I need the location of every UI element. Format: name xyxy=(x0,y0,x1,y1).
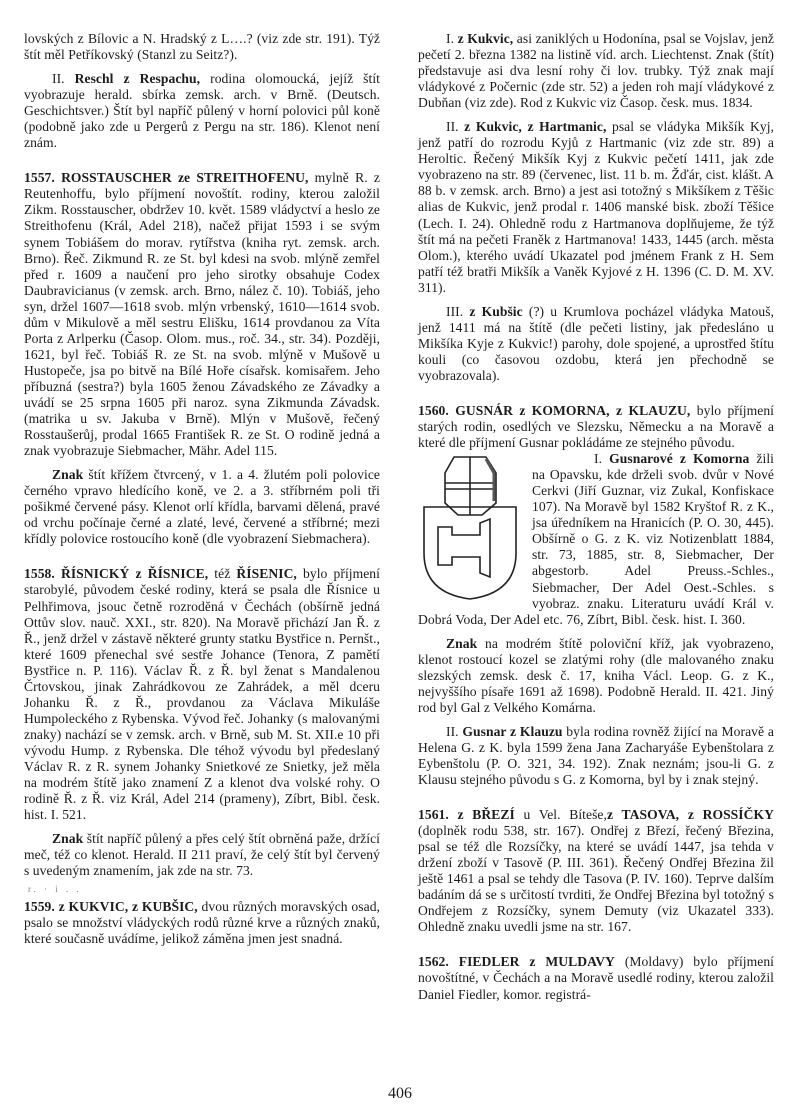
kubsic-3-paragraph: III. z Kubšic (?) u Krumlova pocházel vládyka Matouš, jenž 1411 má na štítě (dle pečeti listiny, jak předesláno u Mikšíka Kyje z Kukvic!) parohy, dole spojené, a uprostřed štítu kouli (co časovou ozdobu, která jen přechodně se vyobrazovala). xyxy=(418,303,774,383)
continued-paragraph: lovských z Bílovic a N. Hradský z L….? (viz zde str. 191). Týž štít měl Petříkovský (Stanzl zu Seitz?). xyxy=(24,31,380,63)
entry-1557: 1557. ROSSTAUSCHER ze STREITHOFENU, mylně R. z Reutenhoffu, bylo příjmení novoštít. rodiny, kterou založil Zikm. Rosstauscher, obdržev 10. květ. 1589 vládyctví a heslo ze Streithofenu (Král, Adel 218), načež přijat 1593 i se svým synem Tobiášem do morav. rytířstva (kniha ryt. zemsk. arch. Brno). Řeč. Zikmund R. ze St. byl kdesi na svob. mlýně zemřel před r. 1609 a naučení pro jeho sirotky obsahuje Codex Daubravicianus (v zemsk. arch. Brno, nález č. 10). Tobiáš, jeho syn, držel 1607—1618 svob. mlýn vrbenský, 1610—1614 svob. dům v Mikulově a měl sestru Elišku, 1614 provdanou za Víta Porta z Arlperku (Časop. Olom. mus., roč. 34., str. 34). Později, 1621, byl řeč. Tobiáš R. ze St. na svob. mlýně v Mušově u Hustopeče, jsa po bitvě na Bílé Hoře císařsk. komisařem. Jeho příbuzná (sestra?) byla 1605 ženou Závadského ze Závadky a uvádí se 25 srpna 1605 při naroz. syna Zikmunda Závadsk. (matrika u sv. Jakuba v Brně). Mlýn v Mušově, řečený Rosstaušerůj, prodal 1665 František R. ze St. O rodině jedná a znak vyobrazuje Siebmacher, Mähr. Adel 115. xyxy=(24,170,380,459)
gusnar-figure-block xyxy=(418,451,774,628)
entry-1562-heading: 1562. FIEDLER z MULDAVY xyxy=(418,954,615,970)
entry-1561: 1561. z BŘEZÍ u Vel. Bíteše,z TASOVA, z ROSSÍČKY (doplněk rodu 538, str. 167). Ondřej z Březí, řečený Březina, psal se též dle Rozsíčky, na které se uvádí 1447, jsa tehda v držení zboží v Tasově (P. III. 361). Řečený Ondřej Březina žil ještě 1461 a psal se tehdy dle Tasova (P. IV. 160). Teprve dalším badáním dá se s určitostí tvrditi, že Ondřej Březina byl totožný s Ondřejem z Rozsíčky, synem Demuty (viz Ukazatel 333). Ohledně znaku uvedli jsme na str. 167. xyxy=(418,807,774,935)
coat-of-arms-icon xyxy=(418,453,522,601)
entry-1560-heading: 1560. GUSNÁR z KOMORNA, z KLAUZU, xyxy=(418,402,691,418)
entry-1557-heading: 1557. ROSSTAUSCHER ze STREITHOFENU, xyxy=(24,170,309,186)
entry-1558: 1558. ŘÍSNICKÝ z ŘÍSNICE, též ŘÍSENIC, bylo příjmení starobylé, původem české rodiny, která se psala dle Řísnice u Pelhřimova, jsouc četně rozrodĕná v Čechách (obšírně jedná Ottův slov. nauč. XXI., str. 820). Na Moravě přichází Jan Ř. z Ř., jenž držel v zástavě některé grunty statku Bystřice n. Pernšt., které 1609 přenechal své sestře Johance (Tenora, Z pamětí Bystřice n. P. 116). Václav Ř. z Ř. byl ženat s Mandalenou Črtovskou, jinak Zahrádkovou ze Zahrádek, a měl dceru Johanku Ř. z Ř., provdanou za Václava Mikuláše Humpoleckého z Rybenska. Vývod řeč. Johanky (s malovanými znaky) nachází se v zemsk. arch. v Brně, sub M. St. XII.e 10 při vývodu Hump. z Rybenska. Dle téhož vývodu byl předeslaný Václav R. z R. synem Johanky Snietkové ze Snietky, jež měla na modrém štítě jako znamení Z a klenot dva volské rohy. O rodině Ř. z Ř. viz Král, Adel 214 (prameny), Zíbrt, Bibl. česk. hist. I. 521. xyxy=(24,566,380,823)
gusnar-arms-paragraph: Znak na modrém štítě poloviční kříž, jak vyobrazeno, klenot rostoucí kozel se zlatými rohy (dle malovaného znaku slezských zemsk. desk č. 17, kniha Václ. Leop. G. z K., nejvyššího písaře 1691 až 1698). Podobně Herald. II. 421. Jiný rod byl Gal z Velkého Komárna. xyxy=(418,635,774,715)
entry-1558-arms: Znak štít napříč půlený a přes celý štít obrněná paže, držící meč, též co klenot. Herald. II 211 praví, že celý štít byl červený s uvedeným znamením, jak zde na str. 73. xyxy=(24,831,380,879)
right-column xyxy=(418,31,774,1003)
entry-1559-heading: 1559. z KUKVIC, z KUBŠIC, xyxy=(24,899,198,915)
gusnar-klauzu-paragraph: II. Gusnar z Klauzu byla rodina rovněž žijící na Moravě a Helena G. z K. byla 1599 žena Jana Zacharyáše Eybenštolara z Eybenštolu (P. O. 321, 34. 192). Znak neznám; jsou-li G. z Klausu stejného původu s G. z Komorna, byl by i znak stejný. xyxy=(418,723,774,788)
entry-1562: 1562. FIEDLER z MULDAVY (Moldavy) bylo příjmení novoštítné, v Čechách a na Moravě usedlé rodiny, kterou založil Daniel Fiedler, komor. registrá- xyxy=(418,954,775,1002)
reschl-name: Reschl z Respachu, xyxy=(74,71,201,87)
entry-1558-heading: 1558. ŘÍSNICKÝ z ŘÍSNICE, xyxy=(24,566,209,582)
entry-1557-arms: Znak štít křížem čtvrcený, v 1. a 4. žlutém poli polovice černého vpravo hledícího koně, ve 2. a 3. stříbrném poli tři pošikmé červené pásy. Klenot orlí křídla, barvami dělená, pravé od vrchu počínaje černé a zlaté, levé, červené a stříbrné; mezi křídly polovice rostoucího koně (dle vyobrazení Siebmachera). xyxy=(24,467,380,547)
entry-1559: 1559. z KUKVIC, z KUBŠIC, dvou různých moravských osad, psalo se množství vládyckých rodů různé krve a různých znaků, které současně uvádíme, jelikož záměna jmen jest snadná. xyxy=(24,899,380,947)
reschl-paragraph: II. Reschl z Respachu, rodina olomoucká, jejíž štít vyobrazuje herald. sbírka zemsk. arch. v Brně. (Deutsch. Geschichtsver.) Štít byl napříč půlený v horní polovici půl koně (podobně jako zde u Pergerů z Pergu na str. 186). Klenot není znám. xyxy=(24,71,380,151)
stray-print-marks: r. · i . . xyxy=(28,884,82,895)
gusnar-komorna-paragraph: I. Gusnarové z Komorna žili na Opavsku, kde drželi svob. dvůr v Nové Cerkvi (Jiří Guznar, viz Zukal, Konfiskace 107). Na Moravě byl 1582 Kryštof R. z K., jsa úředníkem na Hranicích (P. O. 30, 445). Obšírně o G. z K. viz Notizenblatt 1884, str. 73, 1885, str. 8, Siebmacher, Der abgestorb. Adel Preuss.-Schles., Siebmacher, Der Adel Oest.-Schles. s vyobraz. znaku. Literaturu uvádí Král v. Dobrá Voda, Der Adel etc. 76, Zíbrt, Bibl. česk. hist. I. 360. xyxy=(418,451,774,627)
entry-1561-heading: 1561. z BŘEZÍ xyxy=(418,807,515,823)
entry-1560: 1560. GUSNÁR z KOMORNA, z KLAUZU, bylo příjmení starých rodin, osedlých ve Slezsku, Německu a na Moravě a které dle příjmení Gusnar pokládáme ze stejného původu. xyxy=(418,402,775,451)
page-number: 406 xyxy=(388,1085,412,1102)
kukvic-2-paragraph: II. z Kukvic, z Hartmanic, psal se vládyka Mikšík Kyj, jenž patří do rozrodu Kyjů z Hartmanic (viz zde str. 89) a Heroltic. Řečený Mikšík Kyj z Kukvic pečetí 1411, jak zde vyobrazeno na str. 89 (červenec, list. 11 b. m. Žďár, cist. klášt. A 88 b. v zemsk. arch. Brno) a jest asi totožný s Mikšíkem z Těšic alias de Kukvic, jenž prodal r. 1406 manské bisk. zboží Těšice (Lech. I. 24). Ohledně rodu z Hartmanova doplňujeme, že týž štít má na pečeti Franěk z Hartmanova! 1433, 1445 (arch. města Olom.), kterého uvádí Ukazatel pod jménem Frank z H. Sem patří též bratři Mikšík a Vaněk Kyjové z H. 1396 (C. D. M. XV. 311). xyxy=(418,119,774,295)
left-column xyxy=(24,31,380,947)
kukvic-1-paragraph: I. z Kukvic, asi zaniklých u Hodonína, psal se Vojslav, jenž pečetí 2. března 1382 na listině víd. arch. Liechtenst. Znak (štít) představuje asi dva lesní rohy či lov. trubky. Týž znak mají vládykové z Počernic (zde str. 52) a jeden roh mají vládykové z Dubňan (viz zde). Rod z Kukvic viz Časop. česk. mus. 1834. xyxy=(418,31,774,111)
